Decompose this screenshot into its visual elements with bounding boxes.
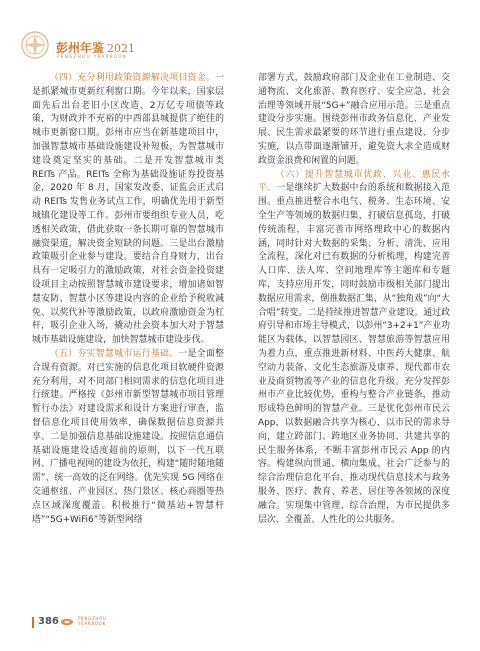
paragraph-services [258, 169, 450, 528]
section-heading-foundation: （五）夯实智慧城市运行基础。 [49, 348, 179, 359]
section-heading-services: （六）提升智慧城市优政、兴业、惠民水平。 [258, 169, 450, 194]
footer-logo-line1: PENGZHOU [78, 616, 107, 621]
yearbook-logo-icon [20, 30, 50, 60]
paragraph-continued [258, 72, 450, 169]
footer-bar [32, 617, 34, 628]
paragraph-funding-body: 一是抓紧城市更新红利窗口期。今年以来，国家层面先后出台老旧小区改造、2万亿专项债等政策，为财政并不充裕的中西部县城提供了绝佳的城市更新窗口期。彭州市应当在新基建项目中，加强智慧城市基础设施建设补短板，为智慧城市建设奠定坚实的基础。二是开发智慧城市类 REITs 产品。REITs 全称为基础设施证券投资基金，2020 年 8 月，国家发改委、证监会正式启动 REITs 发售业务试点工作，明确优先用于新型城镇化建设等工作。彭州市要组织专业人员，吃透相关政策，借此获取一条长期可靠的智慧城市融资渠道，解决资金短缺的问题。三是出台激励政策吸引企业参与建设。要结合自身财力，出台具有一定吸引力的激励政策，对社会资金投资建设项目主动按照智慧城市建设要求，增加诸如智慧安防、智慧小区等建设内容的企业给予税收减免、以奖代补等激励政策，以政府激励资金为杠杆，吸引企业入场，撬动社会资本加大对于智慧城市基础设施建设，加快智慧城市建设步伐。 [32, 73, 224, 346]
page-number: 386 [38, 616, 59, 627]
section-heading-funding: （四）充分利用政策资源解决项目资金。 [49, 73, 216, 83]
paragraph-foundation [32, 348, 224, 527]
paragraph-foundation-body: 一是全面整合现有资源。对已实施的信息化项目软硬件资源充分利用，对不同部门相同需求的信息化项目进行统建。严格按《彭州市新型智慧城市项目管理暂行办法》对建设需求和设计方案进行审查，监督信息化项目使用效率，确保数据信息资源共享。二是加强信息基础设施建设。按照信息通信基础设施建设适度超前的原则，以下一代互联网、广播电视网的建设为依托，构建“随时随地随需”、统一高效的泛在网络。优先实现 5G 网络在交通枢纽、产业园区、热门景区、核心商圈等热点区域深度覆盖。积极推行“微基站+智慧杆塔”“5G+WiFi6”等新型网络 [32, 348, 225, 525]
paragraph-services-body: 一是继续扩大数据中台的系统和数据接入范围。重点推进整合水电气、税务、生态环境、安全生产等领域的数据归集，打破信息孤岛，打破传统流程，丰富完善市网络理政中心的数据内涵，同时针对大数据的采集、分析、清洗、应用全流程，深化对已有数据的分析梳理，构建完善人口库、法人库、空间地理库等主题库和专题库，支持应用开发，同时鼓励市级相关部门提出数据应用需求，倒推数据汇集，从“独角戏”向“大合唱”转变。二是持续推进智慧产业建设。通过政府引导和市场主导模式，以彭州“3+2+1”产业功能区为载体，以智慧园区、智慧旅游等智慧应用为着力点，重点推进新材料、中医药大健康、航空动力装备、文化生态旅游及康养、现代都市农业及商贸物流等产业的信息化升级。充分发挥彭州市产业比较优势，重构与整合产业链条，推动形成特色鲜明的智慧产业。三是优化彭州市民云 App，以数据融合共享为核心，以市民的需求导向，建立跨部门、跨地区业务协同、共建共享的民生服务体系，不断丰富彭州市民云 App 的内容。构建纵向贯通、横向集成、社会广泛参与的综合治理信息化平台，推动现代信息技术与政务服务、医疗、教育、养老、居住等各领域的深度融合。实现集中管理、综合治理，为市民提供多层次、全覆盖、人性化的公共服务。 [258, 183, 450, 525]
footer-logo-line2: YEARBOOK [78, 621, 106, 626]
footer-ornament-icon [60, 618, 74, 626]
paragraph-funding [32, 72, 224, 348]
book-year: 2021 [107, 42, 136, 55]
right-column [258, 72, 450, 527]
left-column [32, 72, 224, 527]
book-subtitle: PENGZHOU YEARBOOK [57, 54, 128, 59]
footer-logo [78, 616, 107, 626]
paragraph-continued-body: 部署方式，鼓励政府部门及企业在工业制造、交通物流、文化旅游、教育医疗、安全应急、社会治理等领域开展“5G+”融合应用示范。三是重点建设分步实施。围绕彭州市政务信息化、产业发展、民生需求最紧要的环节进行重点建设、分步实施，以点带面逐渐铺开，避免资大求全造成财政资金浪费和闲置的问题。 [258, 73, 450, 166]
book-title: 彭州年鉴 [56, 41, 105, 55]
